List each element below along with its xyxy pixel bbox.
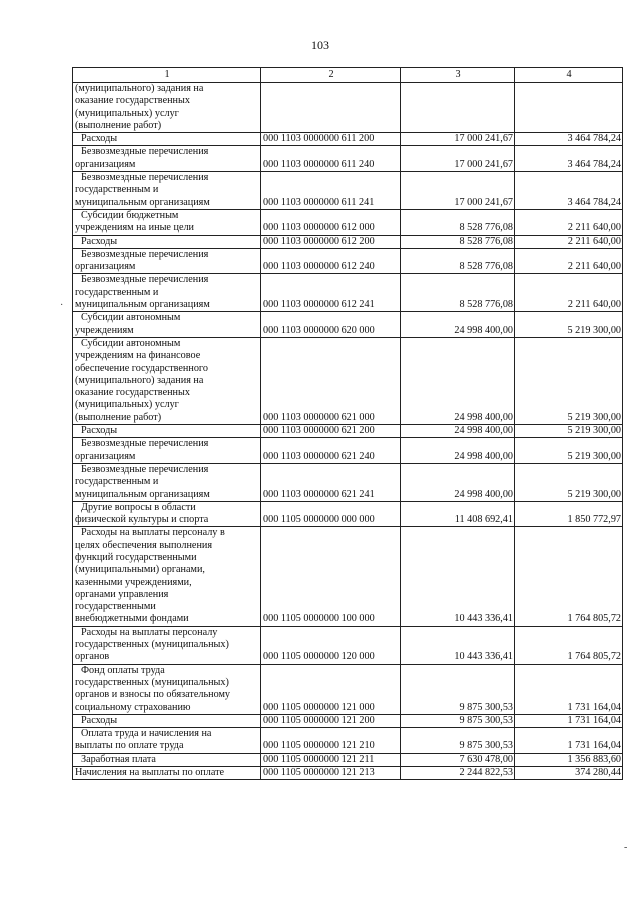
- row-name-line: организациям: [75, 261, 136, 273]
- row-code-cell: 000 1103 0000000 612 240: [261, 248, 401, 274]
- row-code-cell: 000 1103 0000000 621 200: [261, 425, 401, 438]
- row-name-line: функций государственными: [75, 551, 197, 563]
- table-row: [73, 274, 623, 312]
- table-row: [73, 753, 623, 766]
- table-row: [73, 527, 623, 626]
- row-name-line: Другие вопросы в области: [81, 501, 196, 513]
- row-name-line: социальному страхованию: [75, 701, 191, 713]
- row-code-cell: 000 1105 0000000 121 000: [261, 664, 401, 714]
- row-name-cell: [73, 337, 261, 424]
- table-body: [73, 83, 623, 780]
- row-value-col3: 10 443 336,41: [401, 626, 515, 664]
- row-name-line: государственных (муниципальных): [75, 639, 229, 651]
- row-code-cell: 000 1103 0000000 611 200: [261, 133, 401, 146]
- row-name-line: Субсидии автономным: [81, 312, 181, 324]
- table-row: [73, 133, 623, 146]
- row-name-line: органами управления: [75, 588, 169, 600]
- row-name-line: государственным и: [75, 286, 159, 298]
- row-value-col4: 3 464 784,24: [515, 172, 623, 210]
- row-name-cell: [73, 438, 261, 464]
- row-name-line: Безвозмездные перечисления: [81, 463, 209, 475]
- row-code-cell: 000 1103 0000000 612 241: [261, 274, 401, 312]
- row-value-col4: 1 764 805,72: [515, 527, 623, 626]
- row-name-line: учреждениям: [75, 324, 134, 336]
- row-name-line: (выполнение работ): [75, 411, 162, 423]
- table-row: [73, 235, 623, 248]
- row-name-line: государственных (муниципальных): [75, 676, 229, 688]
- row-name-cell: [73, 312, 261, 338]
- row-name-cell: [73, 714, 261, 727]
- table-row: [73, 172, 623, 210]
- row-name-cell: [73, 501, 261, 527]
- row-value-col4: 1 731 164,04: [515, 714, 623, 727]
- row-name-cell: [73, 172, 261, 210]
- row-value-col3: 9 875 300,53: [401, 728, 515, 754]
- row-name-line: Безвозмездные перечисления: [81, 172, 209, 184]
- row-name-line: государственными: [75, 601, 156, 613]
- row-name-line: (муниципальными) органами,: [75, 564, 205, 576]
- row-name-line: (муниципальных) услуг: [75, 107, 179, 119]
- row-name-line: (муниципальных) услуг: [75, 399, 179, 411]
- row-name-line: оказание государственных: [75, 95, 190, 107]
- row-name-line: обеспечение государственного: [75, 362, 208, 374]
- row-value-col3: 10 443 336,41: [401, 527, 515, 626]
- row-code-cell: 000 1103 0000000 611 241: [261, 172, 401, 210]
- row-name-line: Оплата труда и начисления на: [81, 728, 212, 740]
- row-value-col4: 5 219 300,00: [515, 425, 623, 438]
- row-name-line: целях обеспечения выполнения: [75, 539, 213, 551]
- row-name-cell: [73, 753, 261, 766]
- table-row: [73, 626, 623, 664]
- row-value-col3: 17 000 241,67: [401, 172, 515, 210]
- column-header-3: 3: [401, 68, 515, 83]
- row-value-col4: 374 280,44: [515, 767, 623, 780]
- row-name-line: Субсидии бюджетным: [81, 209, 179, 221]
- row-value-col4: 5 219 300,00: [515, 312, 623, 338]
- row-value-col4: [515, 83, 623, 133]
- row-value-col3: 9 875 300,53: [401, 664, 515, 714]
- table-row: [73, 146, 623, 172]
- row-value-col3: 7 630 478,00: [401, 753, 515, 766]
- row-value-col4: 2 211 640,00: [515, 209, 623, 235]
- row-code-cell: 000 1105 0000000 121 213: [261, 767, 401, 780]
- row-value-col3: 8 528 776,08: [401, 274, 515, 312]
- row-value-col4: 1 731 164,04: [515, 664, 623, 714]
- row-name-cell: [73, 664, 261, 714]
- row-name-line: Безвозмездные перечисления: [81, 274, 209, 286]
- row-name-line: внебюджетными фондами: [75, 613, 189, 625]
- row-name-cell: [73, 767, 261, 780]
- row-name-line: (муниципального) задания на: [75, 83, 204, 94]
- row-value-col4: 1 731 164,04: [515, 728, 623, 754]
- row-value-col3: 8 528 776,08: [401, 209, 515, 235]
- row-name-line: Расходы: [81, 133, 118, 145]
- row-code-cell: 000 1105 0000000 121 200: [261, 714, 401, 727]
- row-value-col3: 24 998 400,00: [401, 425, 515, 438]
- table-row: [73, 209, 623, 235]
- row-name-cell: [73, 209, 261, 235]
- table-row: [73, 83, 623, 133]
- row-value-col3: 17 000 241,67: [401, 133, 515, 146]
- row-value-col4: 2 211 640,00: [515, 235, 623, 248]
- row-name-line: муниципальным организациям: [75, 299, 210, 311]
- row-name-cell: [73, 527, 261, 626]
- table-row: [73, 337, 623, 424]
- row-value-col3: 8 528 776,08: [401, 235, 515, 248]
- row-value-col4: 1 764 805,72: [515, 626, 623, 664]
- row-name-line: органов и взносы по обязательному: [75, 689, 231, 701]
- column-header-2: 2: [261, 68, 401, 83]
- row-name-cell: [73, 83, 261, 133]
- row-code-cell: [261, 83, 401, 133]
- row-name-cell: [73, 626, 261, 664]
- row-code-cell: 000 1103 0000000 612 200: [261, 235, 401, 248]
- row-name-cell: [73, 463, 261, 501]
- row-name-line: Заработная плата: [81, 753, 156, 765]
- row-name-line: государственным и: [75, 476, 159, 488]
- row-name-line: муниципальным организациям: [75, 196, 210, 208]
- row-value-col4: 1 850 772,97: [515, 501, 623, 527]
- table-row: [73, 664, 623, 714]
- row-value-col4: 2 211 640,00: [515, 274, 623, 312]
- row-name-line: физической культуры и спорта: [75, 514, 209, 526]
- row-code-cell: 000 1105 0000000 100 000: [261, 527, 401, 626]
- row-code-cell: 000 1103 0000000 621 240: [261, 438, 401, 464]
- table-row: [73, 425, 623, 438]
- row-value-col3: 24 998 400,00: [401, 463, 515, 501]
- row-value-col3: 2 244 822,53: [401, 767, 515, 780]
- row-name-line: Расходы на выплаты персоналу в: [81, 527, 225, 539]
- scan-mark: -: [624, 842, 628, 853]
- row-name-cell: [73, 146, 261, 172]
- row-code-cell: 000 1103 0000000 621 241: [261, 463, 401, 501]
- row-name-line: государственным и: [75, 184, 159, 196]
- budget-table: [72, 67, 623, 780]
- row-name-line: организациям: [75, 158, 136, 170]
- row-name-line: Безвозмездные перечисления: [81, 248, 209, 260]
- row-code-cell: 000 1103 0000000 611 240: [261, 146, 401, 172]
- table-row: [73, 501, 623, 527]
- row-name-line: (муниципального) задания на: [75, 374, 204, 386]
- column-header-1: 1: [73, 68, 261, 83]
- row-name-line: органов: [75, 651, 110, 663]
- row-name-cell: [73, 248, 261, 274]
- row-name-line: учреждениям на иные цели: [75, 222, 195, 234]
- row-name-line: Начисления на выплаты по оплате: [75, 767, 225, 779]
- row-value-col3: [401, 83, 515, 133]
- row-name-line: Фонд оплаты труда: [81, 664, 165, 676]
- table-row: [73, 728, 623, 754]
- row-value-col4: 2 211 640,00: [515, 248, 623, 274]
- row-name-line: Безвозмездные перечисления: [81, 146, 209, 158]
- row-name-line: организациям: [75, 450, 136, 462]
- table-row: [73, 463, 623, 501]
- row-code-cell: 000 1103 0000000 620 000: [261, 312, 401, 338]
- row-name-cell: [73, 728, 261, 754]
- table-row: [73, 248, 623, 274]
- table-row: [73, 714, 623, 727]
- row-name-line: Расходы на выплаты персоналу: [81, 626, 218, 638]
- table-row: [73, 438, 623, 464]
- row-value-col3: 8 528 776,08: [401, 248, 515, 274]
- row-value-col4: 5 219 300,00: [515, 337, 623, 424]
- header-row: [73, 68, 623, 83]
- row-name-cell: [73, 274, 261, 312]
- row-name-line: казенными учреждениями,: [75, 576, 192, 588]
- row-name-cell: [73, 425, 261, 438]
- row-value-col3: 17 000 241,67: [401, 146, 515, 172]
- row-name-line: Субсидии автономным: [81, 337, 181, 349]
- row-code-cell: 000 1105 0000000 121 211: [261, 753, 401, 766]
- row-value-col4: 5 219 300,00: [515, 438, 623, 464]
- row-name-line: Расходы: [81, 714, 118, 726]
- row-value-col4: 3 464 784,24: [515, 146, 623, 172]
- row-value-col4: 3 464 784,24: [515, 133, 623, 146]
- column-header-4: 4: [515, 68, 623, 83]
- row-value-col4: 1 356 883,60: [515, 753, 623, 766]
- row-value-col3: 24 998 400,00: [401, 337, 515, 424]
- table-row: [73, 767, 623, 780]
- row-code-cell: 000 1103 0000000 621 000: [261, 337, 401, 424]
- row-name-line: (выполнение работ): [75, 119, 162, 131]
- row-name-line: оказание государственных: [75, 387, 190, 399]
- row-name-cell: [73, 133, 261, 146]
- row-value-col3: 24 998 400,00: [401, 438, 515, 464]
- page-number: 103: [311, 38, 329, 52]
- row-name-line: Расходы: [81, 425, 118, 437]
- row-value-col4: 5 219 300,00: [515, 463, 623, 501]
- row-value-col3: 9 875 300,53: [401, 714, 515, 727]
- row-code-cell: 000 1105 0000000 000 000: [261, 501, 401, 527]
- table-header: [73, 68, 623, 83]
- table-row: [73, 312, 623, 338]
- row-name-line: выплаты по оплате труда: [75, 740, 184, 752]
- row-value-col3: 11 408 692,41: [401, 501, 515, 527]
- row-name-cell: [73, 235, 261, 248]
- row-code-cell: 000 1105 0000000 120 000: [261, 626, 401, 664]
- row-code-cell: 000 1105 0000000 121 210: [261, 728, 401, 754]
- row-name-line: Безвозмездные перечисления: [81, 438, 209, 450]
- row-name-line: учреждениям на финансовое: [75, 350, 201, 362]
- row-code-cell: 000 1103 0000000 612 000: [261, 209, 401, 235]
- row-name-line: муниципальным организациям: [75, 488, 210, 500]
- row-value-col3: 24 998 400,00: [401, 312, 515, 338]
- row-name-line: Расходы: [81, 235, 118, 247]
- scan-speck: ·: [60, 300, 64, 311]
